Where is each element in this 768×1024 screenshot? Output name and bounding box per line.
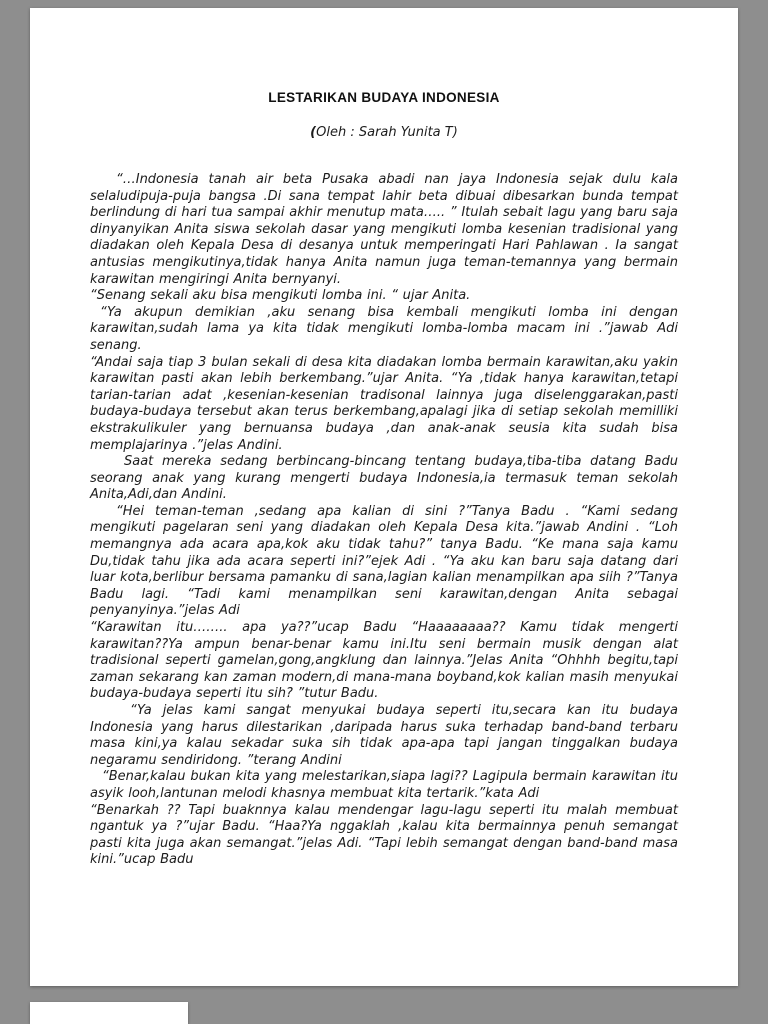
emphasis-text: “…Indonesia tanah air beta Pusaka abadi nan jaya Indonesia sejak dulu kala selaludipuja-puja bangsa .Di sana tempat lahir beta dibuai dibesarkan bunda tempat berlindung di hari tua sampai akhir menutup mata….. ” [90,172,678,221]
author-paren: ( [310,125,317,140]
story-segment: Saat mereka sedang berbincang-bincang tentang budaya,tiba-tiba datang Badu seorang anak yang kurang mengerti budaya Indonesia,ia termasuk teman sekolah Anita,Adi,dan Andini. [90,454,678,503]
emphasis-text: kan [567,703,591,718]
paragraph-2 [90,288,678,305]
story-segment: “Benar,kalau bukan kita yang melestarikan,siapa lagi?? Lagipula bermain karawitan itu asyik looh,lantunan melodi khasnya membuat kita tertarik.”kata Adi [90,769,678,801]
paragraph-10 [90,803,678,869]
story-segment: “Ya jelas kami sangat menyukai budaya seperti itu,secara [130,703,568,718]
paragraph-9 [90,769,678,802]
story-text [90,172,678,869]
paragraph-5 [90,454,678,504]
emphasis-text: sih [332,736,351,752]
document-title: LESTARIKAN BUDAYA INDONESIA [268,90,500,105]
story-segment: “Benarkah ?? Tapi buaknnya kalau mendengar lagu-lagu seperti itu malah membuat ngantuk ya ?”ujar Badu. “Haa?Ya [90,802,678,835]
story-segment: “Senang sekali aku bisa mengikuti lomba ini. “ ujar Anita. [90,288,471,304]
story-segment: tidak apa-apa tapi jangan tinggalkan budaya negaramu sendiri [90,736,678,768]
story-segment: Itulah sebait lagu yang baru saja dinyanyikan Anita siswa sekolah dasar yang mengikuti lomba kesenian tradisional yang diadakan oleh Kepala Desa di desanya untuk memperingati Hari Pahlawan . Ia sangat antusias mengikutinya,tidak hanya Anita namun juga teman-temannya yang bermain karawitan mengiringi Anita bernyanyi. [90,205,679,287]
story-segment: “Andai saja tiap 3 bulan sekali di desa kita diadakan lomba bermain karawitan,aku yakin karawitan pasti akan lebih berkembang.”ujar Anita. “Ya ,tidak hanya karawitan,tetapi tarian-tarian adat ,kesenian-kesenian tradisonal lainnya juga diselenggarakan,pasti budaya-budaya tersebut akan terus berkembang,apalagi jika di setiap sekolah memilliki ekstrakulikuler yang bernuansa budaya ,dan anak-anak seusia kita sudah bisa memplajarinya .”jelas Andini. [90,354,678,453]
next-page-preview [30,1002,188,1024]
document-author [90,125,678,140]
paragraph-7 [90,620,678,703]
emphasis-text: dong. [205,752,242,768]
paragraph-3 [90,305,678,355]
emphasis-text: sih? [267,686,293,702]
emphasis-text: nggaklah [329,819,391,835]
paragraph-8 [90,703,678,769]
author-name: Oleh : Sarah Yunita T) [316,125,458,140]
story-segment: “Ya akupun demikian ,aku senang bisa kembali mengikuti lomba ini dengan karawitan,sudah lama ya kita tidak mengikuti lomba-lomba macam ini .”jawab Adi senang. [90,304,678,353]
story-segment: “Hei teman-teman ,sedang apa kalian di sini ?”Tanya Badu . “Kami sedang mengikuti pagelaran seni yang diadakan oleh Kepala Desa kita.”jawab Andini . “Loh memangnya ada acara apa,kok aku tidak tahu?” tanya Badu. “Ke mana saja kamu Du,tidak tahu jika ada acara seperti ini?”ejek Adi . “Ya aku kan baru saja datang dari luar kota,berlibur bersama pamanku di sana,lagian kalian menampilkan apa siih ?”Tanya Badu lagi. “Tadi kami menampilkan seni karawitan,dengan Anita sebagai penyanyinya.”jelas Adi [90,503,678,619]
paragraph-4 [90,355,678,455]
document-page [30,8,738,986]
story-segment: “Karawitan itu…….. apa ya??”ucap Badu “Haaaaaaaa?? Kamu tidak mengerti karawitan??Ya ampun benar-benar kamu ini.Itu seni bermain musik dengan alat tradisional seperti gamelan,gong,angklung dan lainnya.”Jelas Anita “Ohhhh begitu,tapi zaman sekarang kan zaman modern,di mana-mana boyband,kok kalian masih menyukai budaya-budaya seperti itu [90,620,678,702]
paragraph-1 [90,172,678,288]
story-segment: itu budaya Indonesia yang harus dilestarikan ,daripada harus suka terhadap band-band terbaru masa kini,ya kalau sekadar suka [90,703,678,752]
story-segment: ”tutur Badu. [292,686,379,702]
story-segment: ”terang Andini [241,752,342,768]
story-segment: ,kalau kita bermainnya penuh semangat pasti kita juga akan semangat.”jelas Adi. “Tapi lebih semangat dengan band-band masa kini.”ucap Badu [90,819,678,868]
paragraph-6 [90,504,678,620]
